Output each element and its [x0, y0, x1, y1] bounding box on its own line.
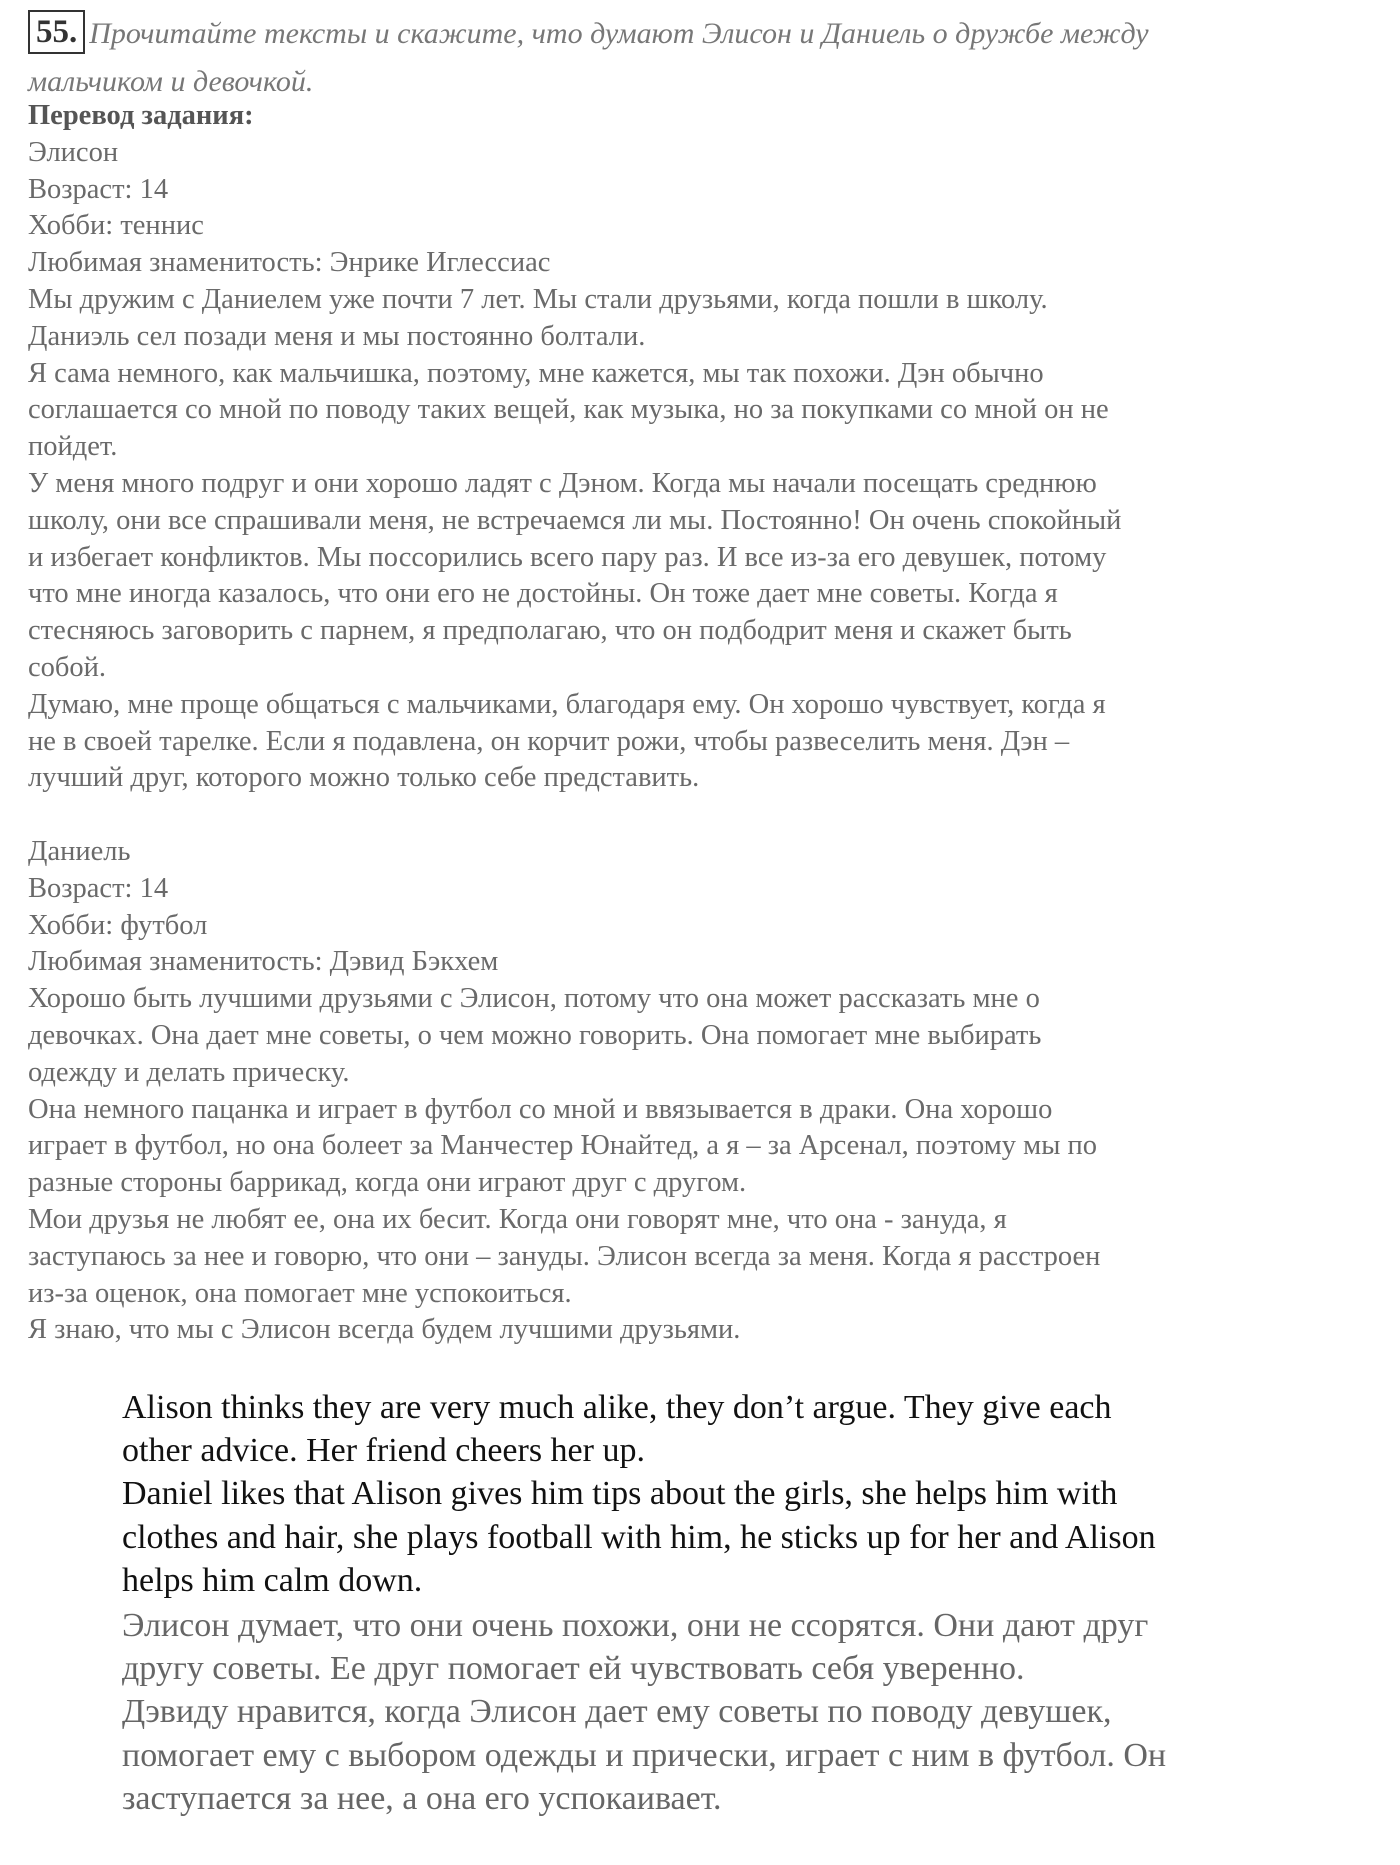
answer-ru-line: другу советы. Ее друг помогает ей чувствовать себя уверенно.	[122, 1650, 1025, 1688]
alison-text-line: Я сама немного, как мальчишка, поэтому, мне кажется, мы так похожи. Дэн обычно	[28, 357, 1044, 389]
alison-text-line: пойдет.	[28, 431, 118, 463]
answer-en-line: Daniel likes that Alison gives him tips about the girls, she helps him with	[122, 1475, 1118, 1513]
daniel-celebrity: Любимая знаменитость: Дэвид Бэкхем	[28, 946, 499, 978]
answer-russian	[122, 1604, 1362, 1820]
alison-text-line: Даниэль сел позади меня и мы постоянно болтали.	[28, 320, 646, 352]
alison-profile	[28, 135, 1368, 797]
answer-ru-line: помогает ему с выбором одежды и прически, играет с ним в футбол. Он	[122, 1736, 1167, 1774]
alison-text-line: соглашается со мной по поводу таких вещей, как музыка, но за покупками со мной он не	[28, 394, 1109, 426]
task-instruction-line-1: Прочитайте тексты и скажите, что думают Элисон и Даниель о дружбе между	[89, 17, 1149, 50]
translation-heading: Перевод задания:	[28, 100, 254, 131]
alison-celebrity: Любимая знаменитость: Энрике Иглессиас	[28, 247, 551, 279]
daniel-text-line: Мои друзья не любят ее, она их бесит. Когда они говорят мне, что она - зануда, я	[28, 1203, 1007, 1235]
daniel-text-line: играет в футбол, но она болеет за Манчестер Юнайтед, а я – за Арсенал, поэтому мы по	[28, 1130, 1097, 1162]
answer-ru-line: Элисон думает, что они очень похожи, они не ссорятся. Они дают друг	[122, 1607, 1149, 1644]
daniel-hobby: Хобби: футбол	[28, 909, 208, 941]
alison-text-line: что мне иногда казалось, что они его не достойны. Он тоже дает мне советы. Когда я	[28, 578, 1058, 610]
paragraph-gap	[28, 797, 1368, 834]
alison-name: Элисон	[28, 136, 119, 168]
alison-text-line: У меня много подруг и они хорошо ладят с Дэном. Когда мы начали посещать среднюю	[28, 467, 1097, 499]
daniel-age: Возраст: 14	[28, 872, 169, 904]
daniel-text-line: разные стороны баррикад, когда они играют друг с другом.	[28, 1167, 747, 1199]
task-number-box: 55.	[28, 10, 85, 54]
alison-text-line: лучший друг, которого можно только себе представить.	[28, 762, 700, 794]
daniel-text-line: Хорошо быть лучшими друзьями с Элисон, потому что она может рассказать мне о	[28, 983, 1040, 1015]
answer-ru-line: заступается за нее, а она его успокаивает.	[122, 1779, 722, 1817]
task-instruction-line-2: мальчиком и девочкой.	[28, 65, 314, 98]
daniel-text-line: девочках. Она дает мне советы, о чем можно говорить. Она помогает мне выбирать	[28, 1019, 1042, 1051]
answer-en-line: Alison thinks they are very much alike, they don’t argue. They give each	[122, 1389, 1112, 1426]
task-header	[28, 10, 1368, 106]
alison-text-line: стесняюсь заговорить с парнем, я предполагаю, что он подбодрит меня и скажет быть	[28, 615, 1072, 647]
alison-text-line: собой.	[28, 651, 107, 683]
daniel-name: Даниель	[28, 835, 131, 867]
translation-section	[28, 98, 1368, 1349]
alison-hobby: Хобби: теннис	[28, 210, 204, 242]
alison-age: Возраст: 14	[28, 173, 169, 205]
alison-text-line: Думаю, мне проще общаться с мальчиками, благодаря ему. Он хорошо чувствует, когда я	[28, 688, 1106, 720]
daniel-text-line: заступаюсь за нее и говорю, что они – зануды. Элисон всегда за меня. Когда я расстроен	[28, 1240, 1101, 1272]
answer-en-line: clothes and hair, she plays football with him, he sticks up for her and Alison	[122, 1518, 1156, 1556]
daniel-text-line: Она немного пацанка и играет в футбол со мной и ввязывается в драки. Она хорошо	[28, 1093, 1053, 1125]
answer-en-line: other advice. Her friend cheers her up.	[122, 1432, 645, 1470]
alison-text-line: Мы дружим с Даниелем уже почти 7 лет. Мы стали друзьями, когда пошли в школу.	[28, 283, 1048, 315]
daniel-text-line: одежду и делать прическу.	[28, 1056, 350, 1088]
alison-text-line: и избегает конфликтов. Мы поссорились всего пару раз. И все из-за его девушек, потому	[28, 541, 1107, 573]
daniel-text-line: Я знаю, что мы с Элисон всегда будем лучшими друзьями.	[28, 1314, 741, 1346]
alison-text-line: не в своей тарелке. Если я подавлена, он корчит рожи, чтобы развеселить меня. Дэн –	[28, 725, 1070, 757]
answer-en-line: helps him calm down.	[122, 1561, 423, 1599]
answer-ru-line: Дэвиду нравится, когда Элисон дает ему советы по поводу девушек,	[122, 1693, 1112, 1731]
alison-text-line: школу, они все спрашивали меня, не встречаемся ли мы. Постоянно! Он очень спокойный	[28, 504, 1122, 536]
daniel-profile	[28, 834, 1368, 1349]
answer-english	[122, 1386, 1362, 1602]
daniel-text-line: из-за оценок, она помогает мне успокоиться.	[28, 1277, 572, 1309]
